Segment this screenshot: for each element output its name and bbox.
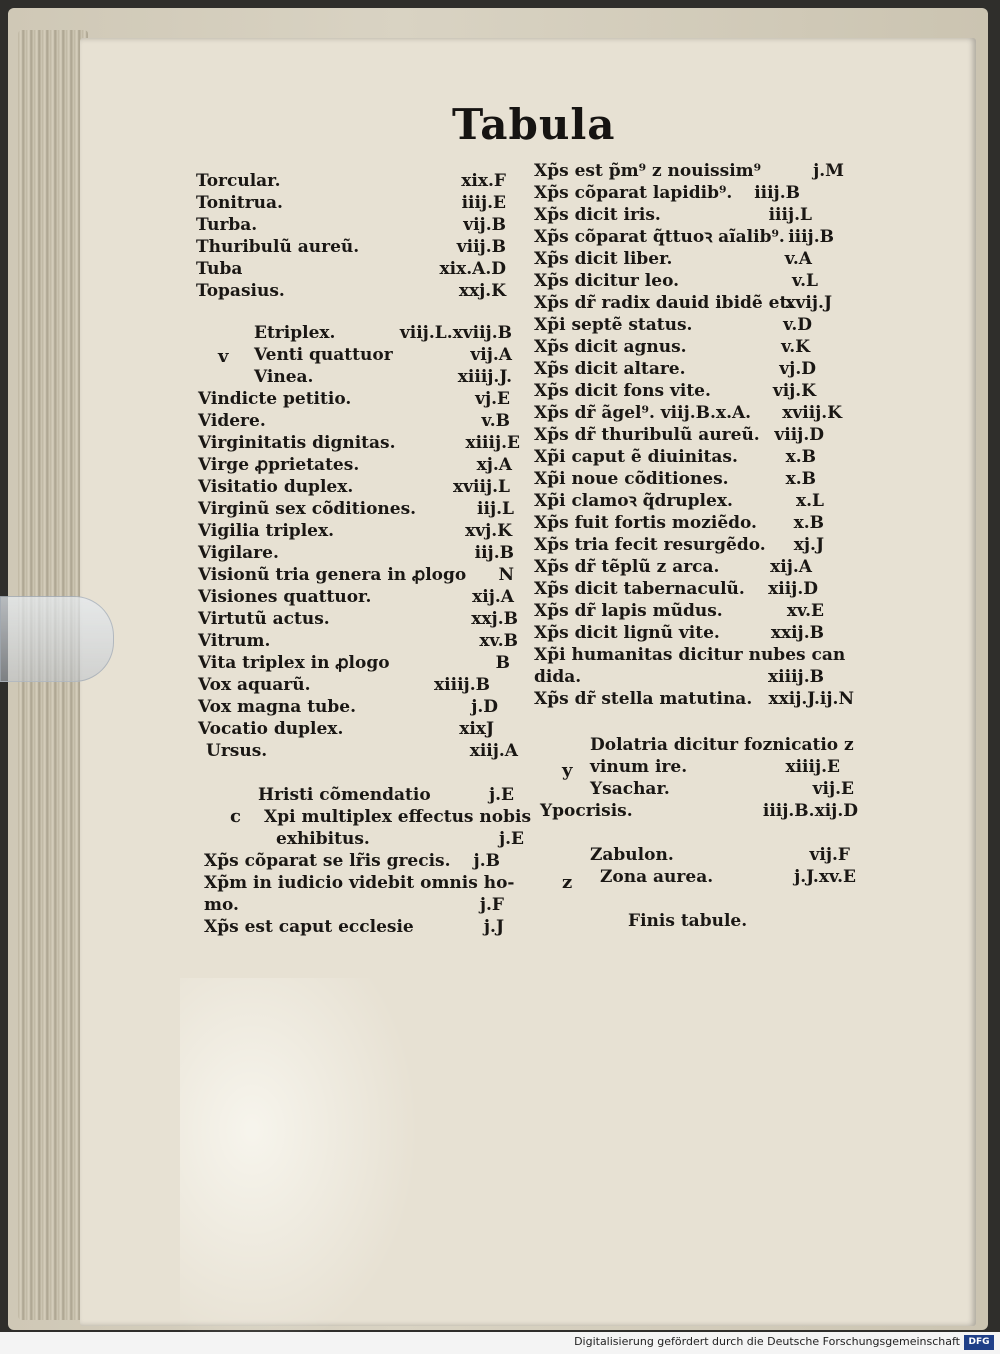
left-index-entry: [196, 192, 506, 215]
entry-term: Vitrum.: [198, 631, 271, 651]
entry-term: Etriplex.: [254, 323, 336, 343]
entry-term: Vox aquarũ.: [198, 675, 311, 695]
entry-reference: xj.A: [476, 455, 512, 475]
right-index-entry: [628, 910, 758, 933]
entry-term: Zabulon.: [590, 845, 674, 865]
left-index-entry: [198, 432, 520, 455]
entry-term: Xp̃s dr̃ stella matutina.: [534, 689, 753, 709]
entry-term: Finis tabule.: [628, 911, 748, 931]
entry-reference: xix.F: [461, 171, 506, 191]
entry-term: Virginũ sex cõditiones.: [198, 499, 417, 519]
entry-term: Visitatio duplex.: [198, 477, 354, 497]
right-index-entry: [534, 204, 812, 227]
right-index-entry: [590, 778, 854, 801]
left-index-entry: [254, 366, 512, 389]
entry-term: Xp̃s dr̃ thuribulũ aureũ.: [534, 425, 760, 445]
entry-reference: viij.B: [456, 237, 506, 257]
entry-term: Xp̃s dr̃ radix dauid ibidẽ et.: [534, 293, 794, 313]
left-index-entry: [198, 410, 510, 433]
left-index-entry: [198, 630, 518, 653]
right-index-entry: [534, 688, 854, 711]
entry-reference: xxj.B: [471, 609, 518, 629]
entry-term: Topasius.: [196, 281, 285, 301]
left-index-entry: [276, 828, 524, 851]
left-index-entry: [264, 806, 532, 829]
entry-reference: v.D: [783, 315, 812, 335]
right-index-entry: [534, 446, 816, 469]
entry-term: Virge ꝓprietates.: [198, 455, 360, 475]
entry-reference: x.B: [793, 513, 824, 533]
entry-term: Virtutũ actus.: [198, 609, 330, 629]
right-index-entry: [534, 578, 818, 601]
entry-term: Xp̃i clamoꝛ q̃druplex.: [534, 491, 733, 511]
right-index-entry: [534, 270, 818, 293]
entry-term: Xp̃m in iudicio videbit omnis ho-: [204, 873, 515, 893]
entry-term: Tuba: [196, 259, 243, 279]
left-index-entry: [204, 872, 514, 895]
entry-term: Virginitatis dignitas.: [198, 433, 396, 453]
entry-term: Vox magna tube.: [198, 697, 357, 717]
entry-reference: v.L: [791, 271, 818, 291]
entry-term: Xp̃s cõparat se lr̃is grecis.: [204, 851, 451, 871]
left-index-entry: [198, 542, 514, 565]
left-index-entry: [198, 476, 510, 499]
entry-reference: vij.B: [463, 215, 506, 235]
entry-reference: xxj.K: [458, 281, 506, 301]
entry-reference: xiiij.B: [768, 667, 824, 687]
entry-term: Xp̃s dicit altare.: [534, 359, 686, 379]
right-index-entry: [534, 512, 824, 535]
left-index-entry: [254, 344, 512, 367]
entry-reference: xix.A.D: [439, 259, 506, 279]
entry-term: Xp̃s cõparat q̃ttuoꝛ aĩalib⁹.: [534, 227, 785, 247]
left-index-entry: [206, 740, 518, 763]
entry-reference: x.B: [785, 469, 816, 489]
left-index-entry: [198, 564, 514, 587]
entry-reference: j.J: [483, 917, 504, 937]
entry-term: mo.: [204, 895, 239, 915]
entry-term: Xpi multiplex effectus nobis: [264, 807, 532, 827]
entry-reference: xij.A: [472, 587, 514, 607]
entry-term: Xp̃i noue cõditiones.: [534, 469, 729, 489]
left-index-entry: [198, 388, 510, 411]
right-index-entry: [534, 556, 812, 579]
right-index-entry: [590, 734, 854, 757]
entry-term: Xp̃s dicitur leo.: [534, 271, 680, 291]
entry-term: Vindicte petitio.: [198, 389, 352, 409]
entry-reference: xixJ: [459, 719, 494, 739]
entry-reference: N: [498, 565, 514, 585]
entry-term: Ysachar.: [590, 779, 670, 799]
entry-reference: iiij.E: [461, 193, 506, 213]
entry-reference: iij.L: [477, 499, 514, 519]
entry-term: Xp̃s dicit lignũ vite.: [534, 623, 720, 643]
entry-term: Visionũ tria genera in ꝓlogo: [198, 565, 467, 585]
entry-term: Xp̃i caput ẽ diuinitas.: [534, 447, 738, 467]
entry-reference: j.E: [498, 829, 524, 849]
entry-term: Tonitrua.: [196, 193, 283, 213]
entry-term: Xp̃s fuit fortis moziẽdo.: [534, 513, 757, 533]
entry-term: Xp̃s dr̃ ãgel⁹. viij.B.x.A.: [534, 403, 752, 423]
right-index-entry: [600, 866, 856, 889]
entry-reference: xviij.L: [453, 477, 510, 497]
left-index-entry: [254, 322, 512, 345]
entry-term: Vigilare.: [198, 543, 279, 563]
entry-term: Xp̃i septẽ status.: [534, 315, 693, 335]
entry-reference: j.D: [471, 697, 498, 717]
left-index-entry: [204, 916, 504, 939]
entry-reference: xiij.D: [768, 579, 818, 599]
entry-term: Xp̃s dicit iris.: [534, 205, 661, 225]
entry-term: Hristi cõmendatio: [258, 785, 431, 805]
entry-reference: j.M: [813, 161, 844, 181]
right-index-entry: [534, 402, 842, 425]
entry-term: Ypocrisis.: [540, 801, 633, 821]
entry-term: Turba.: [196, 215, 258, 235]
entry-term: Xp̃s dr̃ lapis mũdus.: [534, 601, 723, 621]
page-stain: [180, 978, 420, 1332]
entry-reference: B: [495, 653, 510, 673]
entry-reference: v.A: [784, 249, 812, 269]
entry-term: Videre.: [198, 411, 266, 431]
section-letter-y: y: [562, 760, 573, 781]
entry-reference: iiij.B: [754, 183, 800, 203]
entry-reference: j.E: [488, 785, 514, 805]
left-index-entry: [198, 696, 498, 719]
entry-reference: xiiij.J.: [457, 367, 512, 387]
right-index-entry: [534, 248, 812, 271]
right-index-entry: [534, 490, 824, 513]
footer-bar: [0, 1332, 1000, 1354]
right-index-entry: [534, 314, 812, 337]
entry-term: Venti quattuor: [254, 345, 393, 365]
entry-term: Xp̃s tria fecit resurgẽdo.: [534, 535, 766, 555]
left-index-entry: [198, 608, 518, 631]
right-index-entry: [534, 182, 800, 205]
left-index-entry: [204, 894, 504, 917]
entry-reference: xiiij.E: [785, 757, 840, 777]
entry-reference: j.J.xv.E: [794, 867, 856, 887]
left-index-entry: [198, 498, 514, 521]
left-index-entry: [198, 586, 514, 609]
entry-term: Vocatio duplex.: [198, 719, 344, 739]
left-index-entry: [204, 850, 500, 873]
entry-reference: iiij.L: [768, 205, 812, 225]
right-index-entry: [534, 666, 824, 689]
entry-reference: xxij.B: [770, 623, 824, 643]
right-index-entry: [534, 380, 816, 403]
left-index-entry: [196, 170, 506, 193]
entry-reference: vij.E: [812, 779, 854, 799]
entry-reference: v.K: [781, 337, 810, 357]
left-index-entry: [198, 652, 510, 675]
entry-term: Zona aurea.: [600, 867, 714, 887]
right-index-entry: [534, 644, 846, 667]
entry-term: Xp̃s dicit tabernaculũ.: [534, 579, 745, 599]
right-index-entry: [540, 800, 858, 823]
entry-term: Xp̃s dicit liber.: [534, 249, 673, 269]
right-index-entry: [534, 534, 824, 557]
entry-term: exhibitus.: [276, 829, 370, 849]
entry-term: Torcular.: [196, 171, 281, 191]
entry-reference: xiiij.B: [434, 675, 490, 695]
entry-reference: xiij.A: [469, 741, 518, 761]
entry-term: Xp̃s cõparat lapidib⁹.: [534, 183, 733, 203]
right-index-entry: [534, 358, 816, 381]
right-index-entry: [534, 468, 816, 491]
entry-reference: x.L: [795, 491, 824, 511]
right-index-entry: [590, 756, 840, 779]
left-index-entry: [198, 674, 490, 697]
left-index-entry: [196, 236, 506, 259]
entry-term: Vita triplex in ꝓlogo: [198, 653, 390, 673]
right-index-entry: [534, 226, 834, 249]
entry-term: Ursus.: [206, 741, 268, 761]
entry-reference: vij.F: [809, 845, 850, 865]
entry-reference: xvij.J: [785, 293, 832, 313]
entry-term: vinum ire.: [590, 757, 688, 777]
entry-reference: xij.A: [770, 557, 812, 577]
entry-reference: x.B: [785, 447, 816, 467]
left-index-entry: [196, 280, 506, 303]
entry-term: Xp̃s est caput ecclesie: [204, 917, 414, 937]
entry-reference: viij.D: [774, 425, 824, 445]
page-title: Tabula: [452, 100, 616, 149]
section-letter-z: z: [562, 872, 573, 893]
entry-reference: vj.D: [779, 359, 816, 379]
entry-term: dida.: [534, 667, 582, 687]
entry-reference: xxij.J.ij.N: [768, 689, 854, 709]
entry-reference: xviij.K: [782, 403, 842, 423]
entry-reference: vij.K: [772, 381, 816, 401]
right-index-entry: [534, 292, 832, 315]
entry-reference: xv.B: [479, 631, 518, 651]
entry-term: Xp̃s dicit fons vite.: [534, 381, 711, 401]
right-index-entry: [534, 600, 824, 623]
entry-term: Vinea.: [254, 367, 314, 387]
left-index-entry: [258, 784, 514, 807]
dfg-logo: DFG: [964, 1335, 994, 1350]
entry-reference: xj.J: [793, 535, 824, 555]
entry-term: Visiones quattuor.: [198, 587, 372, 607]
right-index-entry: [534, 160, 844, 183]
entry-reference: iij.B: [474, 543, 514, 563]
entry-term: Xp̃i humanitas dicitur nubes can: [534, 645, 846, 665]
entry-term: Xp̃s dr̃ tẽplũ z arca.: [534, 557, 720, 577]
entry-term: Dolatria dicitur foznicatio z: [590, 735, 854, 755]
left-index-entry: [198, 520, 512, 543]
section-letter-c: c: [230, 806, 241, 827]
glass-clamp: [0, 596, 114, 682]
entry-reference: vij.A: [470, 345, 512, 365]
entry-reference: j.B: [473, 851, 500, 871]
entry-reference: xvj.K: [465, 521, 512, 541]
entry-reference: iiij.B: [788, 227, 834, 247]
left-index-entry: [198, 718, 494, 741]
right-index-entry: [534, 424, 824, 447]
entry-term: Vigilia triplex.: [198, 521, 335, 541]
right-index-entry: [590, 844, 850, 867]
entry-reference: j.F: [479, 895, 504, 915]
left-index-entry: [196, 214, 506, 237]
entry-reference: iiij.B.xij.D: [762, 801, 858, 821]
entry-reference: xiiij.E: [465, 433, 520, 453]
right-index-entry: [534, 336, 810, 359]
entry-reference: xv.E: [786, 601, 824, 621]
entry-reference: v.B: [481, 411, 510, 431]
section-letter-v: v: [218, 346, 229, 367]
entry-term: Xp̃s est p̃m⁹ z nouissim⁹: [534, 161, 762, 181]
left-index-entry: [198, 454, 512, 477]
entry-term: Thuribulũ aureũ.: [196, 237, 360, 257]
right-index-entry: [534, 622, 824, 645]
entry-term: Xp̃s dicit agnus.: [534, 337, 687, 357]
footer-credit: Digitalisierung gefördert durch die Deutsche Forschungsgemeinschaft: [574, 1335, 960, 1348]
entry-reference: vj.E: [475, 389, 510, 409]
entry-reference: viij.L.xviij.B: [399, 323, 512, 343]
left-index-entry: [196, 258, 506, 281]
